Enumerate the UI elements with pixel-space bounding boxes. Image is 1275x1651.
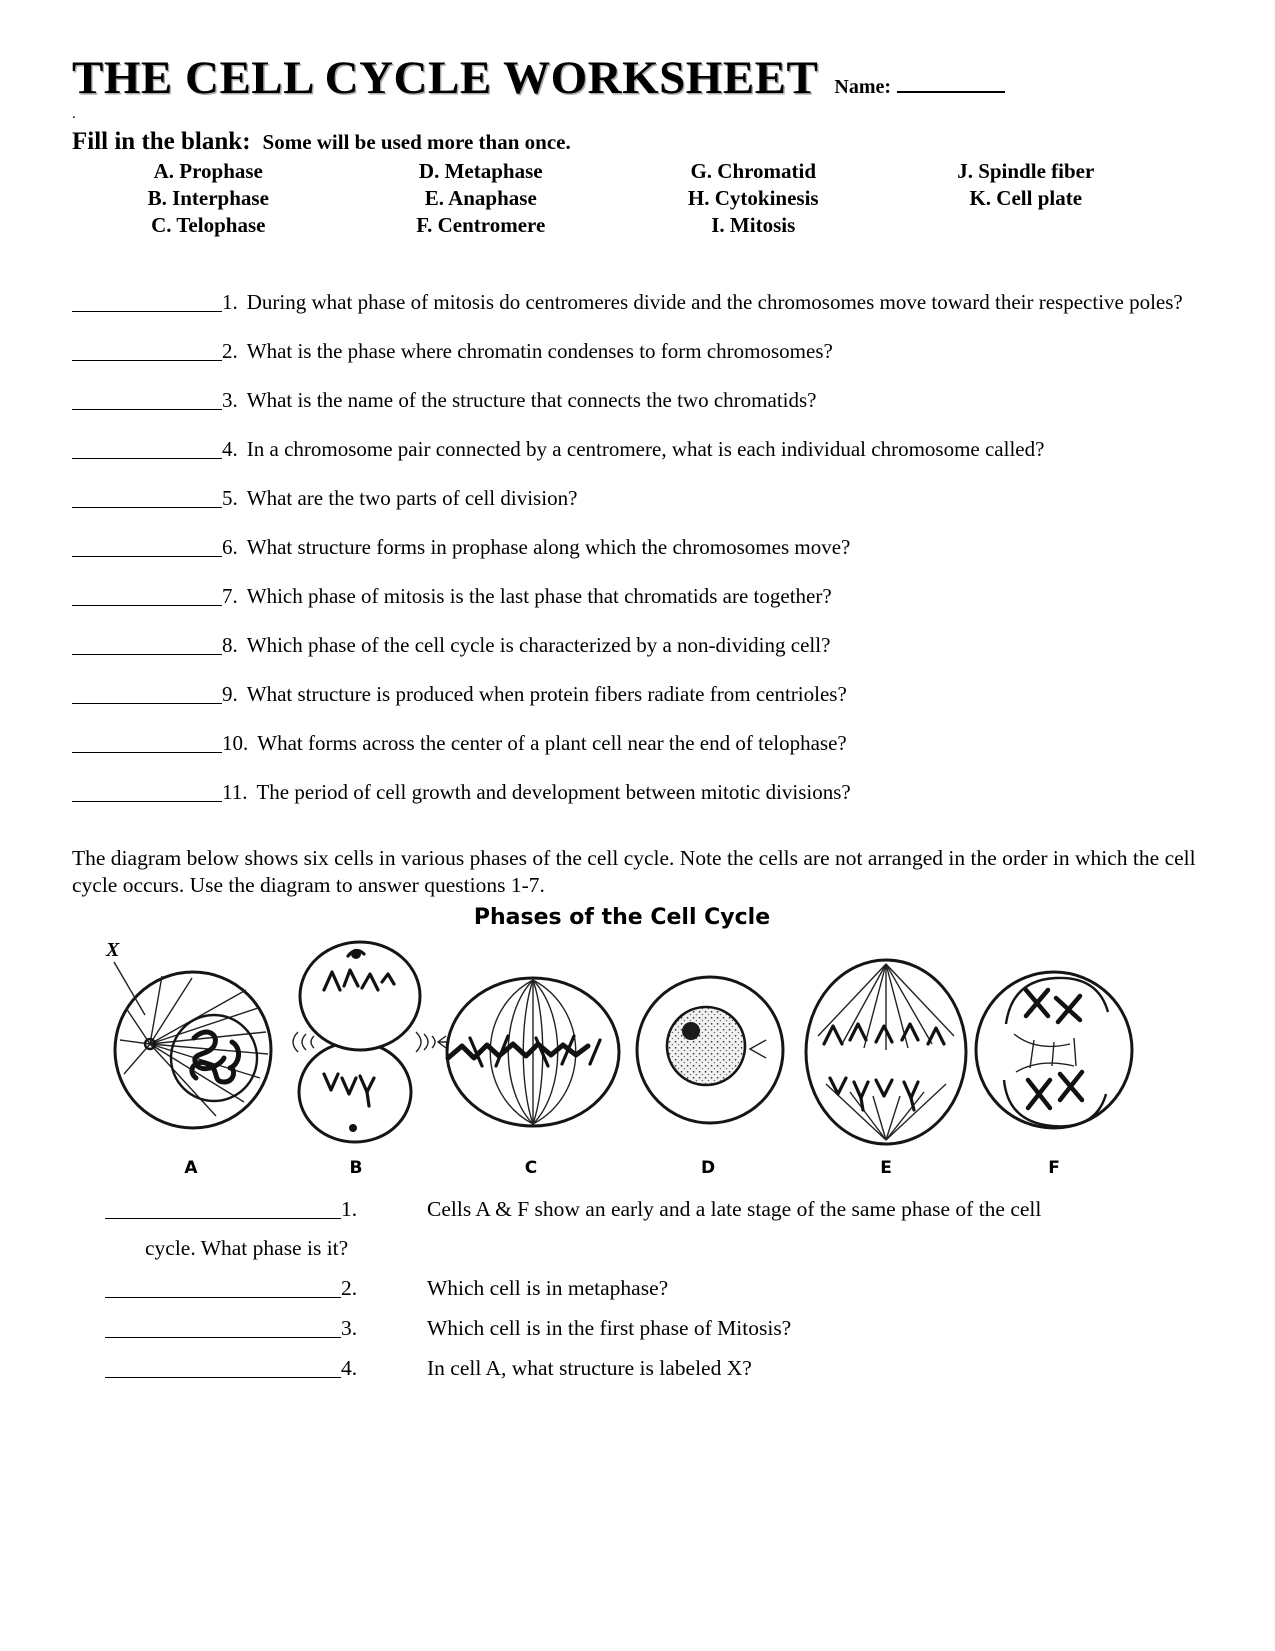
answer-blank-line [72, 436, 222, 459]
name-field [834, 76, 1005, 99]
question-row [72, 583, 1205, 609]
answer-blank-line [72, 338, 222, 361]
cell-a-prophase [115, 972, 271, 1128]
question-row [72, 387, 1205, 413]
question-text [222, 632, 1205, 658]
answer-blank-line [72, 730, 222, 753]
name-blank-line [897, 91, 1005, 93]
question-row [72, 436, 1205, 462]
question-number: 1. [222, 290, 238, 315]
word-bank-column-2 [345, 158, 618, 239]
word-bank-column-3 [617, 158, 890, 239]
question-number: 3. [341, 1316, 358, 1341]
question-number: 3. [222, 388, 238, 413]
question-text [222, 681, 1205, 707]
question-text-content: Cells A & F show an early and a late stage of the same phase of the cell [427, 1197, 1042, 1222]
cell-label-f: F [1048, 1158, 1060, 1179]
answer-blank-line [72, 779, 222, 802]
question-row [72, 730, 1205, 756]
question-row [72, 485, 1205, 511]
question-text-content: Which phase of mitosis is the last phase that chromatids are together? [246, 584, 832, 609]
question-number: 1. [341, 1197, 358, 1222]
word-bank-item: I. Mitosis [711, 213, 796, 238]
answer-blank-line [105, 1315, 341, 1338]
cell-label-b: B [349, 1158, 363, 1179]
cell-label-e: E [880, 1158, 892, 1179]
answer-blank-line [105, 1196, 341, 1219]
question-text-content: What structure is produced when protein fibers radiate from centrioles? [246, 682, 847, 707]
cell-label-c: C [524, 1158, 538, 1179]
answer-blank-line [105, 1275, 341, 1298]
question-text-content: What structure forms in prophase along which the chromosomes move? [246, 535, 851, 560]
question-text [222, 289, 1205, 315]
question-text-continued: cycle. What phase is it? [145, 1236, 349, 1261]
question-text [222, 583, 1205, 609]
word-bank-column-4 [890, 158, 1163, 239]
question-number: 4. [341, 1356, 358, 1381]
diagram-questions-section [105, 1196, 1205, 1382]
question-text [222, 779, 1205, 805]
header [72, 54, 1205, 103]
name-label: Name: [834, 76, 892, 98]
answer-blank-line [72, 534, 222, 557]
word-bank-item: H. Cytokinesis [687, 186, 819, 211]
question-number: 4. [222, 437, 238, 462]
question-row [72, 779, 1205, 805]
question-number: 5. [222, 486, 238, 511]
question-text-content: What are the two parts of cell division? [246, 486, 578, 511]
question-text [222, 485, 1205, 511]
diagram-title: Phases of the Cell Cycle [473, 905, 771, 931]
cell-d-interphase [637, 977, 783, 1123]
question-number: 2. [341, 1276, 358, 1301]
diagram-section [72, 905, 1205, 1182]
question-number: 11. [222, 780, 248, 805]
question-text-content: In cell A, what structure is labeled X? [427, 1356, 752, 1381]
answer-blank-line [72, 583, 222, 606]
word-bank-item: F. Centromere [416, 213, 546, 238]
answer-blank-line [72, 387, 222, 410]
question-text-content: What is the name of the structure that connects the two chromatids? [246, 388, 817, 413]
question-text [222, 730, 1205, 756]
section-heading [72, 128, 1205, 156]
question-row [72, 681, 1205, 707]
word-bank-item: E. Anaphase [424, 186, 537, 211]
diagram-question-row [105, 1315, 1205, 1342]
word-bank-item: C. Telophase [151, 213, 266, 238]
question-text-content: In a chromosome pair connected by a centromere, what is each individual chromosome called? [246, 437, 1045, 462]
question-text-content: Which cell is in the first phase of Mitosis? [427, 1316, 792, 1341]
answer-blank-line [72, 632, 222, 655]
question-row [72, 289, 1205, 315]
question-text [222, 534, 1205, 560]
question-number: 10. [222, 731, 249, 756]
cell-e-anaphase [806, 960, 966, 1144]
diagram-intro: The diagram below shows six cells in various phases of the cell cycle. Note the cells are not arranged in the order in which the cell cycle occurs. Use the diagram to answer questions 1-7. [72, 846, 1196, 898]
cell-label-d: D [700, 1158, 716, 1179]
word-bank-item: D. Metaphase [418, 159, 543, 184]
fill-in-heading: Fill in the blank: [72, 128, 251, 156]
cell-cycle-diagram [98, 932, 1138, 1182]
diagram-question-row [105, 1275, 1205, 1302]
question-number: 7. [222, 584, 238, 609]
question-number: 8. [222, 633, 238, 658]
word-bank-column-1 [72, 158, 345, 239]
word-bank-item: B. Interphase [147, 186, 269, 211]
word-bank [72, 158, 1162, 239]
answer-blank-line [72, 681, 222, 704]
diagram-question-row [105, 1196, 1205, 1223]
x-marker-label: X [106, 939, 120, 962]
word-bank-item: G. Chromatid [690, 159, 817, 184]
question-number: 6. [222, 535, 238, 560]
word-bank-item: J. Spindle fiber [957, 159, 1095, 184]
question-row [72, 534, 1205, 560]
answer-blank-line [72, 485, 222, 508]
question-text-content: What forms across the center of a plant cell near the end of telophase? [257, 731, 847, 756]
question-number: 9. [222, 682, 238, 707]
word-bank-item: A. Prophase [153, 159, 263, 184]
cell-c-metaphase [447, 978, 619, 1126]
answer-blank-line [72, 289, 222, 312]
page-title: THE CELL CYCLE WORKSHEET [72, 52, 819, 104]
answer-blank-line [105, 1355, 341, 1378]
question-text-content: Which phase of the cell cycle is characterized by a non-dividing cell? [246, 633, 831, 658]
question-text-content: During what phase of mitosis do centromeres divide and the chromosomes move toward their respective poles? [246, 290, 1183, 315]
fill-in-note: Some will be used more than once. [262, 130, 571, 155]
word-bank-item: K. Cell plate [969, 186, 1083, 211]
question-text [222, 387, 1205, 413]
question-text [222, 436, 1205, 462]
cell-label-a: A [184, 1158, 198, 1179]
question-row [72, 338, 1205, 364]
question-text-content: Which cell is in metaphase? [427, 1276, 669, 1301]
question-text-content: What is the phase where chromatin condenses to form chromosomes? [246, 339, 833, 364]
question-row [72, 632, 1205, 658]
diagram-question-row [105, 1355, 1205, 1382]
question-text-content: The period of cell growth and development between mitotic divisions? [256, 780, 851, 805]
cell-b-cytokinesis [293, 942, 460, 1142]
questions-section [72, 289, 1205, 805]
cell-f-telophase [976, 972, 1132, 1128]
question-number: 2. [222, 339, 238, 364]
stray-period: . [72, 106, 76, 123]
question-text [222, 338, 1205, 364]
